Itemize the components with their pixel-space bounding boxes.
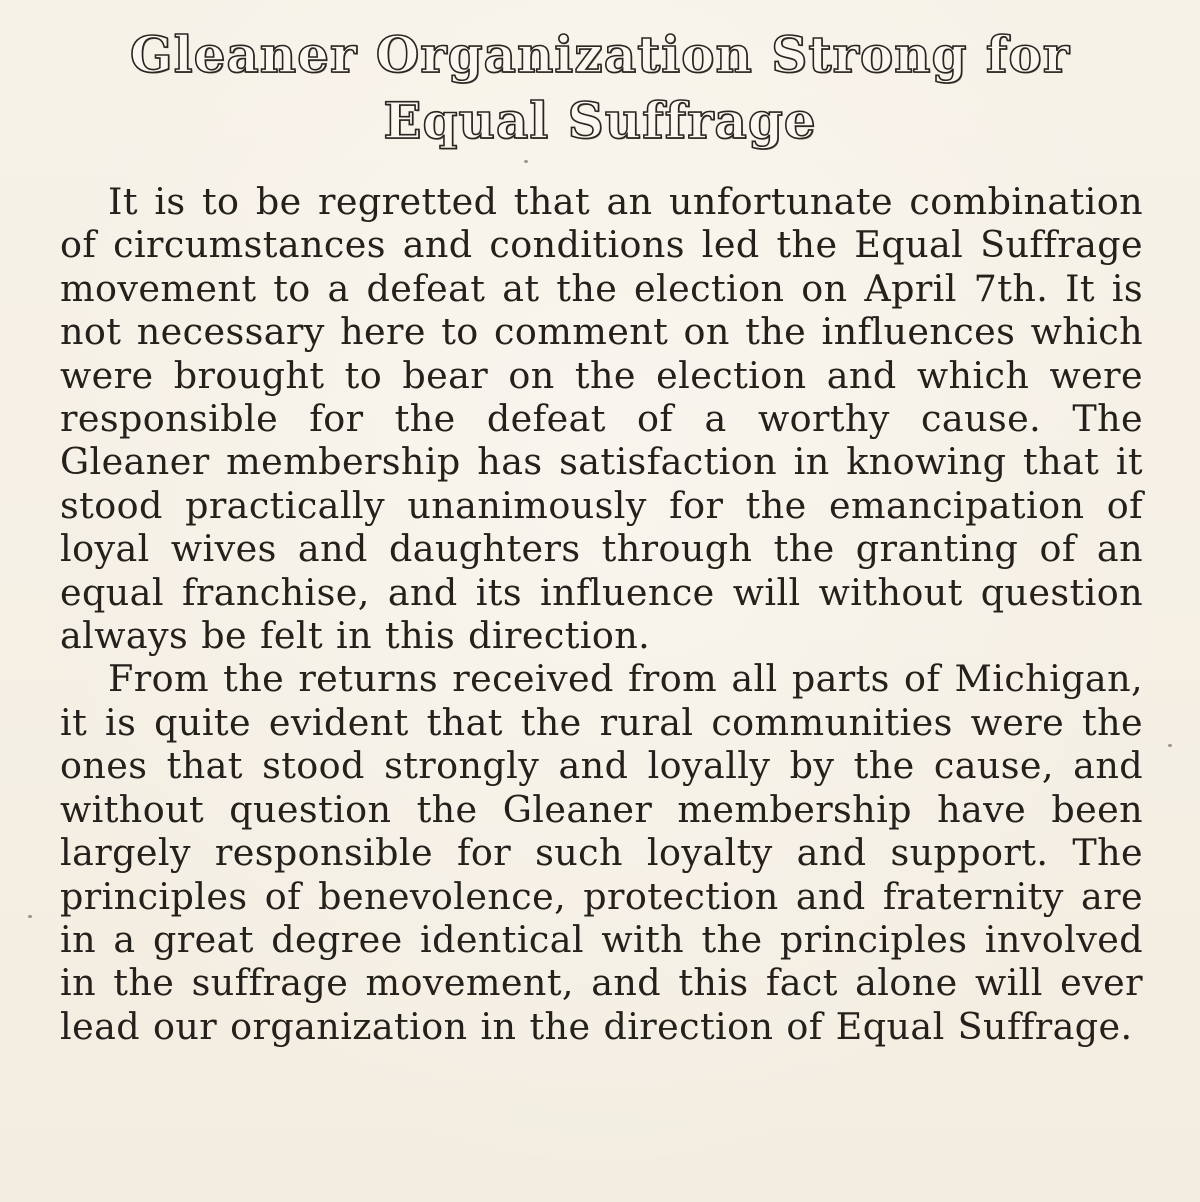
paragraph-2: From the returns received from all parts of Michigan, it is quite evident that the rural communities were the ones that stood strongly and loyally by the cause, and without question the Gleaner membership have been largely responsible for such loyalty and support. The principles of benevolence, protection and fraternity are in a great degree identical with the principles involved in the suffrage movement, and this fact alone will ever lead our organization in the direction of Equal Suffrage.: [60, 657, 1143, 1048]
paragraph-1: It is to be regretted that an unfortunate combination of circumstances and conditions led the Equal Suffrage movement to a defeat at the election on April 7th. It is not necessary here to comment on the influences which were brought to bear on the election and which were responsible for the defeat of a worthy cause. The Gleaner membership has satisfaction in knowing that it stood practically unanimously for the emancipation of loyal wives and daughters through the granting of an equal franchise, and its influence will without question always be felt in this direction.: [60, 180, 1143, 658]
headline-line-2: Equal Suffrage: [383, 91, 817, 150]
print-speck: [1168, 744, 1172, 747]
article-body: [60, 180, 1143, 1048]
print-speck: [524, 160, 528, 163]
headline-line-1: Gleaner Organization Strong for: [129, 25, 1071, 84]
headline: [60, 22, 1140, 154]
print-speck: [28, 915, 32, 918]
